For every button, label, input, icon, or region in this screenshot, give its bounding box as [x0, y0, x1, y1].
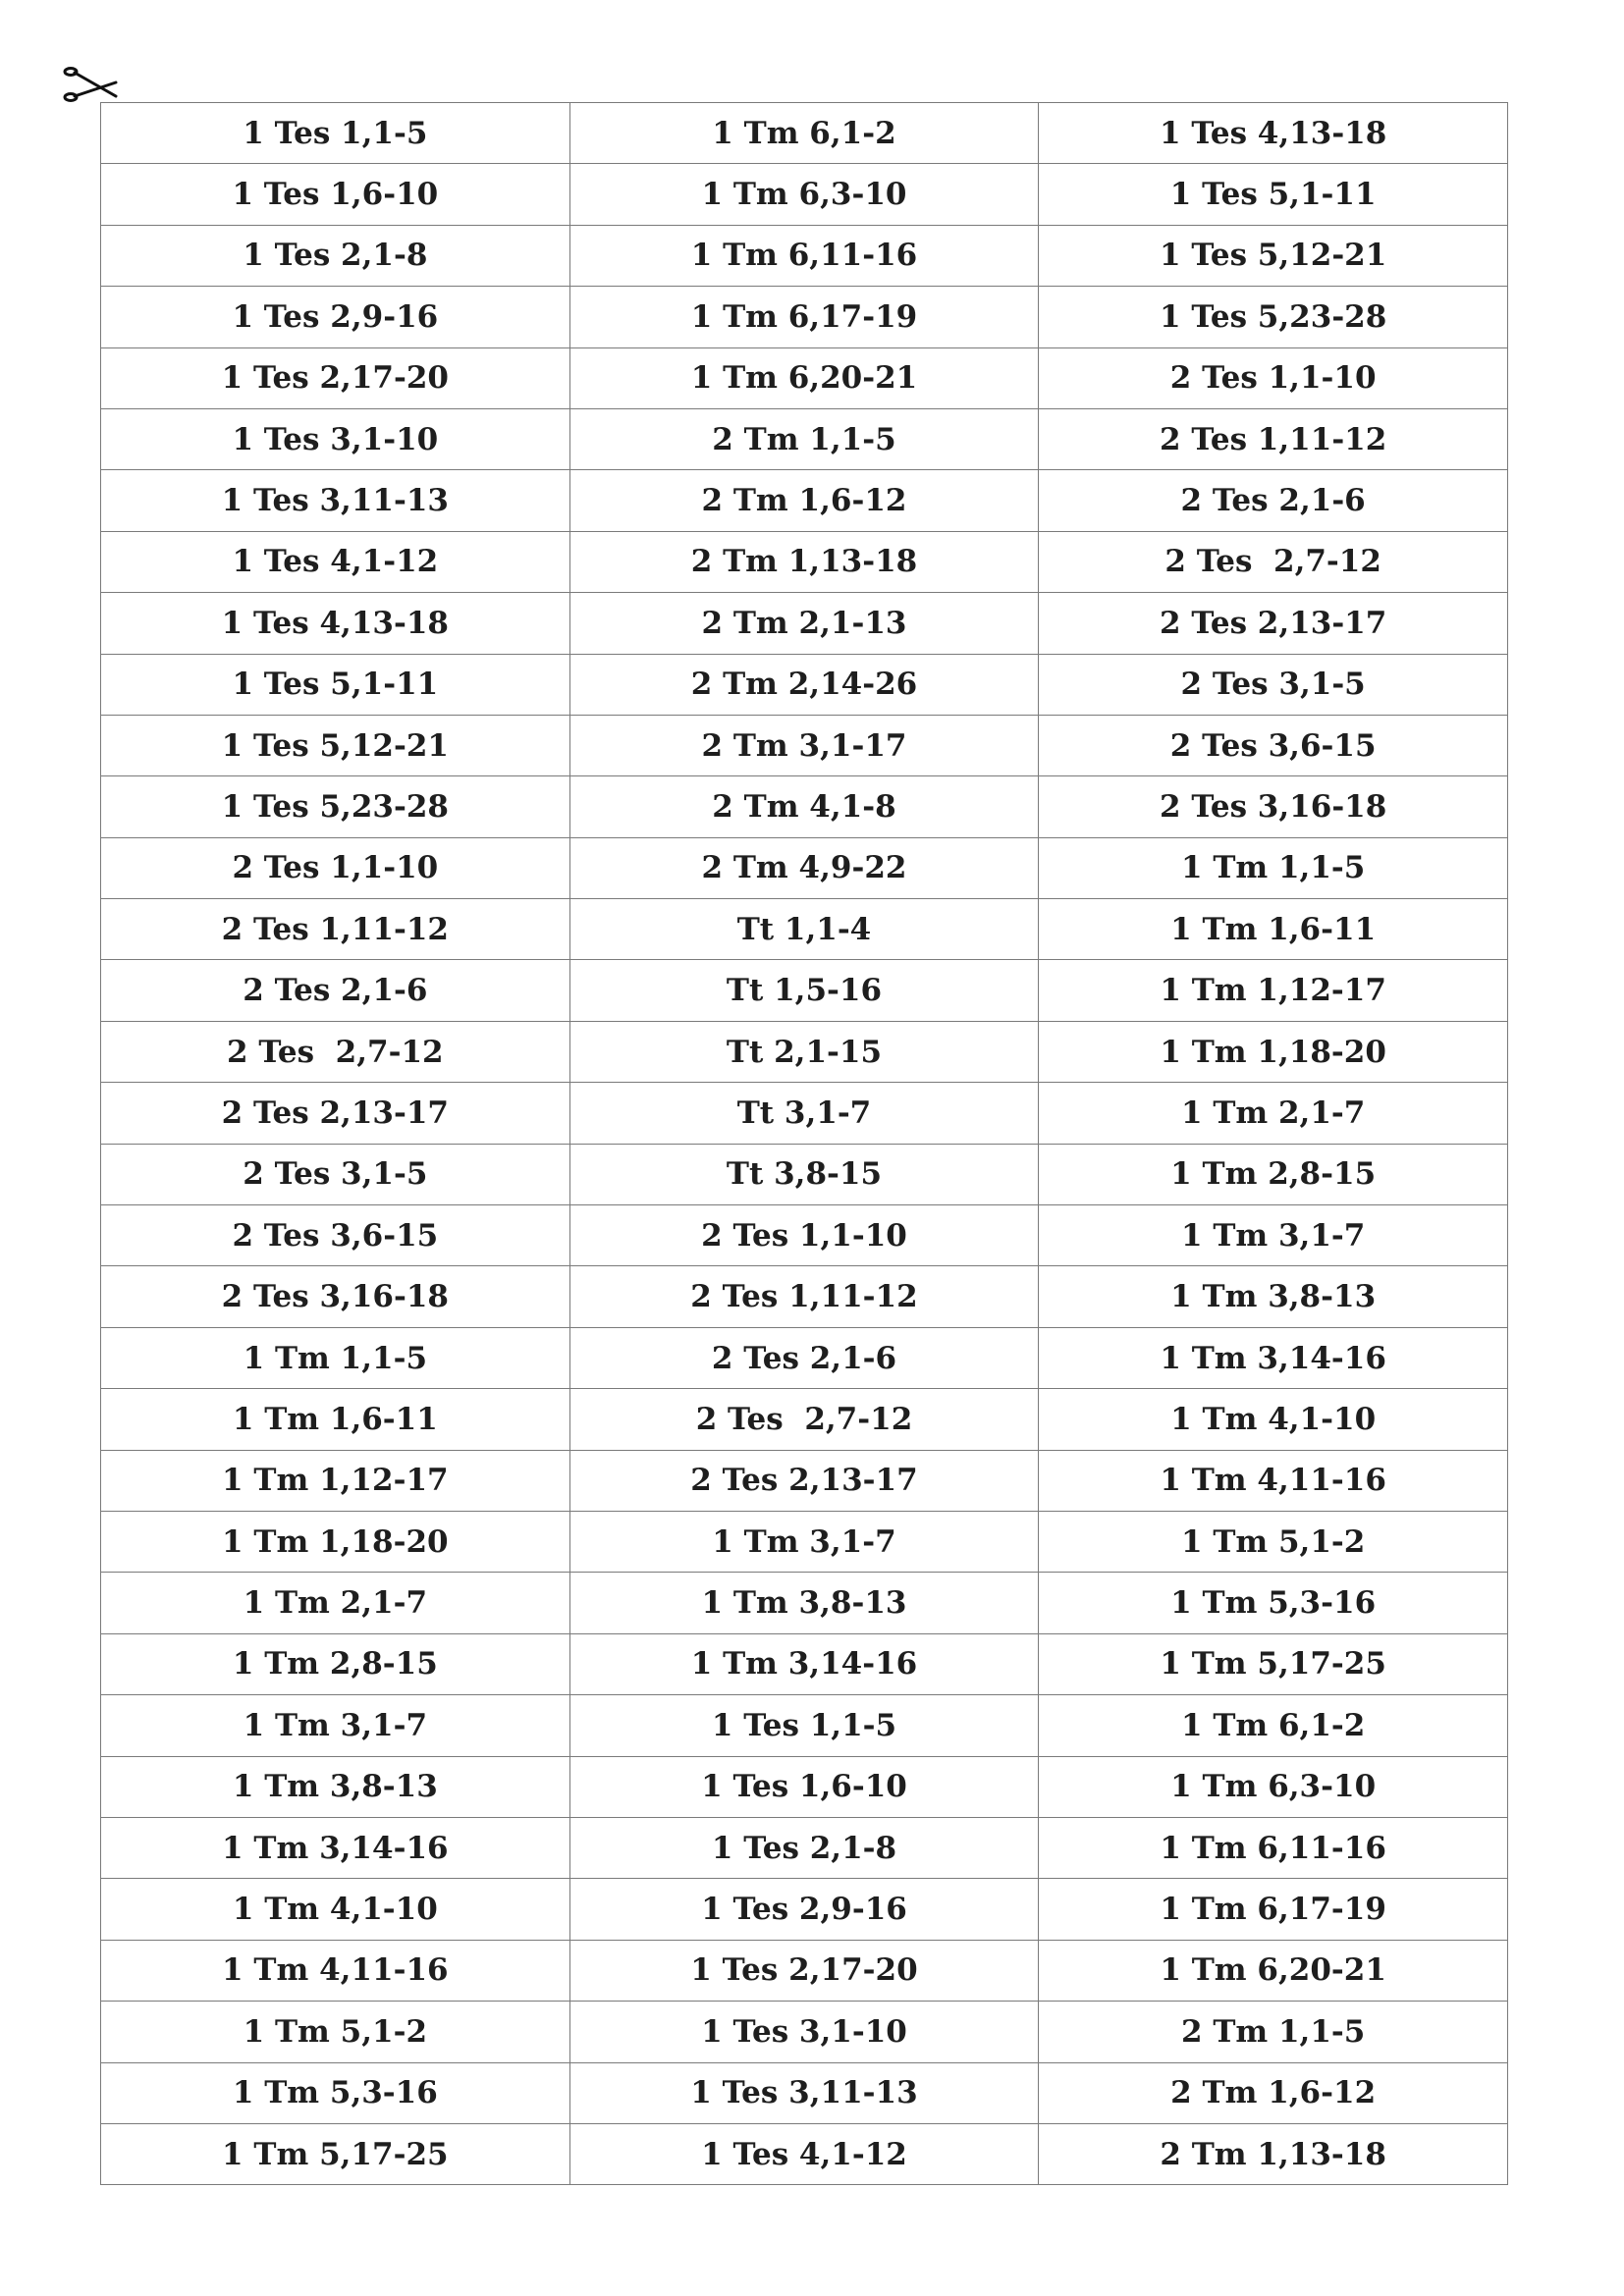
table-cell: 1 Tm 4,1-10: [101, 1879, 570, 1940]
table-cell: 1 Tm 4,11-16: [1039, 1450, 1508, 1511]
table-row: [101, 1327, 1508, 1388]
table-cell: 1 Tm 3,1-7: [1039, 1205, 1508, 1266]
table-row: [101, 1817, 1508, 1878]
table-cell: 1 Tm 2,8-15: [1039, 1144, 1508, 1204]
table-row: [101, 1450, 1508, 1511]
table-cell: 2 Tes 3,6-15: [1039, 715, 1508, 775]
table-cell: 2 Tes 1,11-12: [101, 899, 570, 960]
table-cell: 2 Tm 1,13-18: [569, 531, 1039, 592]
table-row: [101, 408, 1508, 469]
table-cell: 1 Tes 2,1-8: [101, 225, 570, 286]
table-cell: 1 Tes 3,11-13: [569, 2062, 1039, 2123]
table-row: [101, 1511, 1508, 1572]
table-row: [101, 2123, 1508, 2184]
table-cell: 1 Tm 3,14-16: [569, 1633, 1039, 1694]
table-cell: 2 Tes 2,1-6: [101, 960, 570, 1021]
table-cell: 1 Tm 5,17-25: [101, 2123, 570, 2184]
table-cell: 2 Tes 3,1-5: [1039, 654, 1508, 715]
table-row: [101, 1266, 1508, 1327]
table-cell: Tt 1,1-4: [569, 899, 1039, 960]
table-cell: Tt 2,1-15: [569, 1021, 1039, 1082]
table-cell: 1 Tm 3,1-7: [569, 1511, 1039, 1572]
table-cell: Tt 1,5-16: [569, 960, 1039, 1021]
table-row: [101, 899, 1508, 960]
table-cell: 2 Tes 3,6-15: [101, 1205, 570, 1266]
table-cell: 2 Tes 2,7-12: [101, 1021, 570, 1082]
table-cell: 1 Tm 6,20-21: [569, 347, 1039, 408]
table-row: [101, 531, 1508, 592]
table-cell: 2 Tm 2,14-26: [569, 654, 1039, 715]
table-cell: 1 Tm 5,1-2: [101, 2002, 570, 2062]
table-cell: 2 Tes 1,11-12: [1039, 408, 1508, 469]
table-cell: 2 Tm 1,6-12: [569, 470, 1039, 531]
table-cell: 1 Tm 2,8-15: [101, 1633, 570, 1694]
table-cell: 1 Tm 1,18-20: [101, 1511, 570, 1572]
table-cell: 1 Tm 1,1-5: [101, 1327, 570, 1388]
table-cell: 1 Tm 5,3-16: [101, 2062, 570, 2123]
table-row: [101, 715, 1508, 775]
table-cell: 1 Tm 6,17-19: [569, 287, 1039, 347]
table-cell: 1 Tes 1,1-5: [569, 1695, 1039, 1756]
table-cell: 1 Tm 5,3-16: [1039, 1573, 1508, 1633]
table-cell: 1 Tm 3,1-7: [101, 1695, 570, 1756]
table-row: [101, 225, 1508, 286]
table-cell: 1 Tm 3,8-13: [569, 1573, 1039, 1633]
table-cell: 2 Tes 2,13-17: [1039, 593, 1508, 654]
table-cell: 1 Tm 6,1-2: [569, 103, 1039, 164]
table-cell: 1 Tm 6,1-2: [1039, 1695, 1508, 1756]
table-cell: 1 Tes 5,12-21: [1039, 225, 1508, 286]
table-cell: 1 Tm 2,1-7: [101, 1573, 570, 1633]
table-cell: 2 Tes 2,7-12: [1039, 531, 1508, 592]
table-cell: 1 Tes 2,17-20: [569, 1940, 1039, 2001]
table-row: [101, 164, 1508, 225]
table-cell: 1 Tes 3,1-10: [569, 2002, 1039, 2062]
table-cell: 1 Tm 3,8-13: [101, 1756, 570, 1817]
table-cell: 2 Tes 3,16-18: [101, 1266, 570, 1327]
table-cell: 2 Tes 1,1-10: [1039, 347, 1508, 408]
table-cell: 1 Tm 4,1-10: [1039, 1389, 1508, 1450]
table-cell: 2 Tes 2,1-6: [1039, 470, 1508, 531]
table-cell: 1 Tes 4,13-18: [1039, 103, 1508, 164]
reading-list-table: [100, 102, 1508, 2185]
table-cell: 2 Tm 1,1-5: [569, 408, 1039, 469]
table-cell: 2 Tes 2,7-12: [569, 1389, 1039, 1450]
table-row: [101, 287, 1508, 347]
table-cell: 2 Tm 2,1-13: [569, 593, 1039, 654]
table-cell: 1 Tm 6,20-21: [1039, 1940, 1508, 2001]
table-cell: 2 Tes 2,13-17: [101, 1083, 570, 1144]
table-cell: 1 Tm 3,8-13: [1039, 1266, 1508, 1327]
table-cell: 1 Tm 6,17-19: [1039, 1879, 1508, 1940]
table-cell: 1 Tes 2,9-16: [101, 287, 570, 347]
table-row: [101, 776, 1508, 837]
table-cell: 1 Tm 1,6-11: [101, 1389, 570, 1450]
table-cell: 1 Tes 4,1-12: [569, 2123, 1039, 2184]
table-cell: 1 Tes 4,1-12: [101, 531, 570, 592]
table-cell: 2 Tm 4,9-22: [569, 837, 1039, 898]
table-row: [101, 1695, 1508, 1756]
table-cell: Tt 3,1-7: [569, 1083, 1039, 1144]
table-cell: 1 Tm 6,11-16: [1039, 1817, 1508, 1878]
table-cell: 1 Tm 6,11-16: [569, 225, 1039, 286]
table-cell: 1 Tm 2,1-7: [1039, 1083, 1508, 1144]
table-row: [101, 347, 1508, 408]
table-cell: 1 Tes 2,9-16: [569, 1879, 1039, 1940]
table-row: [101, 1205, 1508, 1266]
table-row: [101, 654, 1508, 715]
table-cell: 2 Tes 1,11-12: [569, 1266, 1039, 1327]
table-cell: 2 Tes 1,1-10: [569, 1205, 1039, 1266]
table-row: [101, 1633, 1508, 1694]
table-cell: 1 Tes 5,1-11: [101, 654, 570, 715]
table-cell: 1 Tm 1,12-17: [1039, 960, 1508, 1021]
table-cell: 1 Tes 5,1-11: [1039, 164, 1508, 225]
table-cell: 1 Tes 2,1-8: [569, 1817, 1039, 1878]
table-cell: 1 Tm 4,11-16: [101, 1940, 570, 2001]
table-cell: 1 Tes 4,13-18: [101, 593, 570, 654]
table-row: [101, 837, 1508, 898]
table-cell: 2 Tm 1,13-18: [1039, 2123, 1508, 2184]
table-cell: 2 Tm 1,1-5: [1039, 2002, 1508, 2062]
table-cell: Tt 3,8-15: [569, 1144, 1039, 1204]
table-cell: 1 Tes 1,1-5: [101, 103, 570, 164]
table-row: [101, 103, 1508, 164]
table-row: [101, 1573, 1508, 1633]
table-row: [101, 2062, 1508, 2123]
table-cell: 1 Tm 5,17-25: [1039, 1633, 1508, 1694]
table-row: [101, 2002, 1508, 2062]
table-cell: 1 Tes 2,17-20: [101, 347, 570, 408]
table-body: [101, 103, 1508, 2185]
table-cell: 1 Tes 5,12-21: [101, 715, 570, 775]
table-cell: 1 Tes 1,6-10: [101, 164, 570, 225]
table-cell: 1 Tm 1,18-20: [1039, 1021, 1508, 1082]
table-cell: 1 Tm 1,1-5: [1039, 837, 1508, 898]
table-cell: 1 Tm 1,12-17: [101, 1450, 570, 1511]
table-row: [101, 593, 1508, 654]
table-row: [101, 1879, 1508, 1940]
table-row: [101, 1389, 1508, 1450]
table-cell: 1 Tes 3,1-10: [101, 408, 570, 469]
table-cell: 1 Tes 1,6-10: [569, 1756, 1039, 1817]
table-cell: 2 Tm 3,1-17: [569, 715, 1039, 775]
table-cell: 1 Tes 5,23-28: [101, 776, 570, 837]
table-row: [101, 960, 1508, 1021]
table-row: [101, 1940, 1508, 2001]
table-cell: 2 Tm 1,6-12: [1039, 2062, 1508, 2123]
table-cell: 2 Tes 2,1-6: [569, 1327, 1039, 1388]
table-row: [101, 1144, 1508, 1204]
table-row: [101, 1756, 1508, 1817]
table-cell: 2 Tes 1,1-10: [101, 837, 570, 898]
table-cell: 2 Tes 3,1-5: [101, 1144, 570, 1204]
table-cell: 2 Tes 3,16-18: [1039, 776, 1508, 837]
table-cell: 1 Tm 6,3-10: [569, 164, 1039, 225]
table-cell: 2 Tm 4,1-8: [569, 776, 1039, 837]
table-row: [101, 470, 1508, 531]
table-cell: 1 Tes 3,11-13: [101, 470, 570, 531]
table-cell: 2 Tes 2,13-17: [569, 1450, 1039, 1511]
table-row: [101, 1083, 1508, 1144]
table-cell: 1 Tm 3,14-16: [101, 1817, 570, 1878]
table-cell: 1 Tm 1,6-11: [1039, 899, 1508, 960]
table-cell: 1 Tm 5,1-2: [1039, 1511, 1508, 1572]
table-row: [101, 1021, 1508, 1082]
table-cell: 1 Tm 6,3-10: [1039, 1756, 1508, 1817]
scissors-icon: [63, 67, 118, 106]
table-cell: 1 Tm 3,14-16: [1039, 1327, 1508, 1388]
table-cell: 1 Tes 5,23-28: [1039, 287, 1508, 347]
